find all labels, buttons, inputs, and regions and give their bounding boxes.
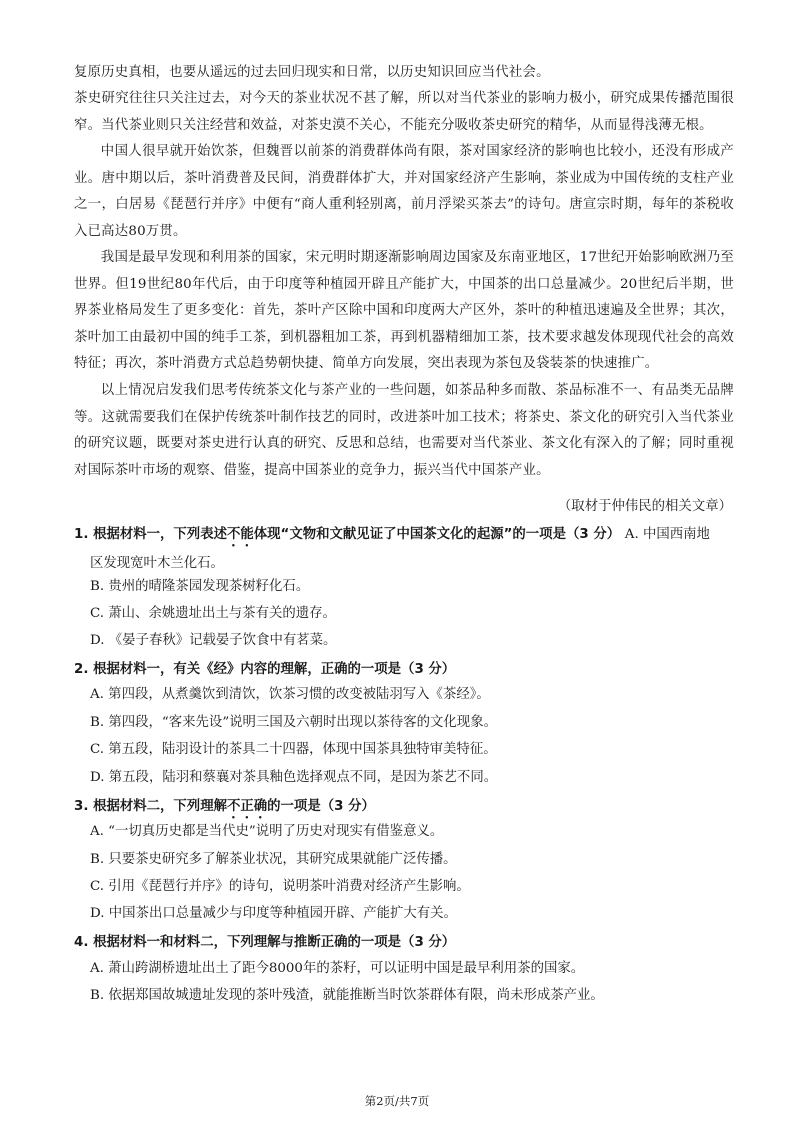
question-1-emphasis: 不能 <box>226 527 254 542</box>
question-3-option-b: B. 只要茶史研究多了解茶业状况，其研究成果就能广泛传播。 <box>90 852 457 867</box>
question-3-stem-end: 的一项是（3 分） <box>267 799 375 814</box>
question-2-option-d: D. 第五段，陆羽和蔡襄对茶具釉色选择观点不同，是因为茶艺不同。 <box>90 770 498 785</box>
question-1-stem-start: 1. 根据材料一，下列表述 <box>74 527 227 542</box>
question-1-option-c: C. 萧山、余姚遗址出土与茶有关的遗存。 <box>90 606 336 621</box>
passage-paragraph-1: 复原历史真相，也要从遥远的过去回归现实和日常，以历史知识回应当代社会。 <box>74 65 550 80</box>
question-4-option-b: B. 依据郑国故城遗址发现的茶叶残渣，就能推断当时饮茶群体有限，尚未形成茶产业。 <box>90 988 604 1003</box>
question-3-option-c: C. 引用《琵琶行并序》的诗句，说明茶叶消费对经济产生影响。 <box>90 879 470 894</box>
question-1-option-a-continued: 区发现宽叶木兰化石。 <box>90 556 224 571</box>
question-2-stem: 2. 根据材料一，有关《经》内容的理解，正确的一项是（3 分） <box>74 662 456 677</box>
question-2-option-a: A. 第四段，从煮羹饮到清饮，饮茶习惯的改变被陆羽写入《茶经》。 <box>90 687 490 702</box>
question-1-option-d: D. 《晏子春秋》记载晏子饮食中有茗菜。 <box>90 633 337 648</box>
question-4-option-a: A. 萧山跨湖桥遗址出土了距今8000年的茶籽，可以证明中国是最早利用茶的国家。 <box>90 961 585 976</box>
question-3-stem-start: 3. 根据材料二，下列理解 <box>74 799 227 814</box>
question-2-option-b: B. 第四段，“客来先设”说明三国及六朝时出现以茶待客的文化现象。 <box>90 715 497 730</box>
page-number-footer: 第2页/共7页 <box>364 1094 430 1108</box>
question-3-option-a: A. “一切真历史都是当代史”说明了历史对现实有借鉴意义。 <box>90 824 444 839</box>
question-1-stem <box>74 521 734 577</box>
question-1-stem-end: 体现“文物和文献见证了中国茶文化的起源”的一项是（3 分） <box>253 527 621 542</box>
question-3-stem <box>74 793 734 822</box>
question-1-option-b: B. 贵州的晴隆茶园发现茶树籽化石。 <box>90 579 310 594</box>
passage-paragraph-3: 中国人很早就开始饮茶，但魏晋以前茶的消费群体尚有限，茶对国家经济的影响也比较小，还没有形成产业。唐中期以后，茶叶消费普及民间，消费群体扩大，并对国家经济产生影响，茶业成为中国传统的支柱产业之一，白居易《琵琶行并序》中便有“商人重利轻别离，前月浮梁买茶去”的诗句。唐宣宗时期，每年的茶税收入已高达80万贯。 <box>74 144 734 239</box>
question-4-stem: 4. 根据材料一和材料二，下列理解与推断正确的一项是（3 分） <box>74 935 456 950</box>
question-2-option-c: C. 第五段，陆羽设计的茶具二十四器，体现中国茶具独特审美特征。 <box>90 742 497 757</box>
passage-paragraph-4: 我国是最早发现和利用茶的国家，宋元明时期逐渐影响周边国家及东南亚地区，17世纪开始影响欧洲乃至世界。但19世纪80年代后，由于印度等种植园开辟且产能扩大，中国茶的出口总量减少。20世纪后半期，世界茶业格局发生了更多变化：首先，茶叶产区除中国和印度两大产区外，茶叶的种植迅速遍及全世界；其次，茶叶加工由最初中国的纯手工茶，到机器粗加工茶，再到机器精细加工茶，技术要求越发体现现代社会的高效特征；再次，茶叶消费方式总趋势朝快捷、简单方向发展，突出表现为茶包及袋装茶的快速推广。 <box>74 250 734 371</box>
passage-paragraph-2: 茶史研究往往只关注过去，对今天的茶业状况不甚了解，所以对当代茶业的影响力极小，研究成果传播范围很窄。当代茶业则只关注经营和效益，对茶史漠不关心，不能充分吸收茶史研究的精华，从而显得浅薄无根。 <box>74 91 734 133</box>
question-3-option-d: D. 中国茶出口总量减少与印度等种植园开辟、产能扩大有关。 <box>90 906 457 921</box>
question-3-emphasis: 不正确 <box>226 799 268 814</box>
passage-paragraph-5: 以上情况启发我们思考传统茶文化与茶产业的一些问题，如茶品种多而散、茶品标准不一、有品类无品牌等。这就需要我们在保护传统茶叶制作技艺的同时，改进茶叶加工技术；将茶史、茶文化的研究引入当代茶业的研究议题，既要对茶史进行认真的研究、反思和总结，也需要对当代茶业、茶文化有深入的了解；同时重视对国际茶叶市场的观察、借鉴，提高中国茶业的竞争力，振兴当代中国茶产业。 <box>74 383 734 478</box>
source-citation: （取材于仲伟民的相关文章） <box>557 499 732 514</box>
question-1-option-a: A. 中国西南地 <box>624 527 710 542</box>
